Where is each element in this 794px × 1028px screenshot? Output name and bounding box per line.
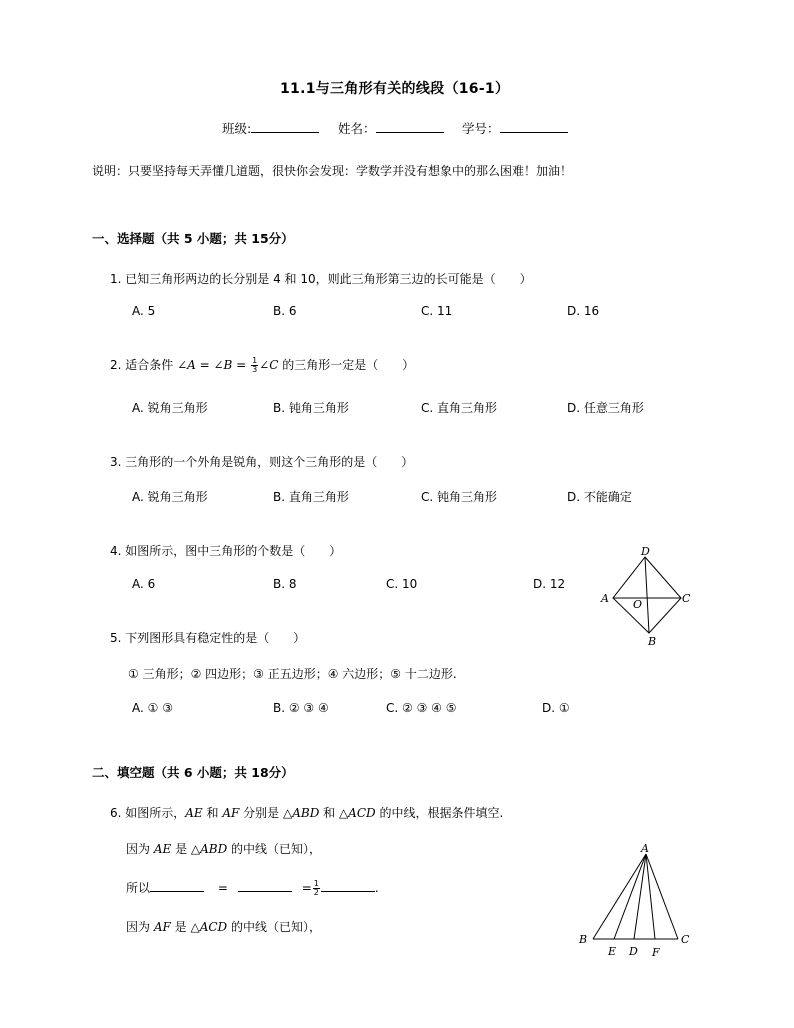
q2-suffix: 的三角形一定是（ ） (278, 358, 415, 372)
label-a: A (641, 842, 649, 855)
q6-triangle-figure (574, 838, 698, 966)
q2-option-d[interactable]: D. 任意三角形 (567, 401, 644, 415)
diagonal-db (645, 557, 649, 633)
class-field (222, 119, 319, 137)
q6-equals-2: = (301, 881, 312, 895)
q1-option-a[interactable]: A. 5 (132, 304, 156, 318)
segment-ad (634, 854, 646, 939)
q6-blank-1[interactable] (150, 879, 204, 892)
q2-frac-num: 1 (252, 356, 258, 365)
label-o: O (633, 598, 643, 611)
q4-option-d[interactable]: D. 12 (533, 577, 566, 591)
q6-line-1 (126, 840, 321, 857)
q3-option-d[interactable]: D. 不能确定 (567, 490, 632, 504)
instruction-note: 说明：只要坚持每天弄懂几道题，很快你会发现：学数学并没有想象中的那么困难！加油！ (92, 164, 573, 178)
q1-option-d[interactable]: D. 16 (567, 304, 600, 318)
section-1-title: 一、选择题（共 5 小题；共 15分） (92, 231, 294, 246)
q5-shape-list: ① 三角形；② 四边形；③ 正五边形；④ 六边形；⑤ 十二边形. (128, 667, 457, 681)
label-e: E (608, 945, 617, 958)
q4-option-c[interactable]: C. 10 (386, 577, 418, 591)
q6-stem-d: 和 △ (319, 806, 349, 820)
q6-line-3 (126, 918, 321, 935)
q6-l3-af: AF (153, 920, 171, 934)
class-input[interactable] (251, 120, 319, 133)
q6-stem-e: 的中线，根据条件填空. (375, 806, 504, 820)
q4-option-b[interactable]: B. 8 (273, 577, 297, 591)
label-a: A (601, 592, 609, 605)
label-c: C (681, 933, 690, 946)
q6-acd: ACD (348, 806, 376, 820)
class-label: 班级: (222, 121, 252, 136)
label-b: B (648, 635, 657, 648)
q6-af: AF (222, 806, 240, 820)
q6-l3-a: 因为 (126, 920, 154, 934)
label-b: B (579, 933, 588, 946)
q6-frac-num: 1 (313, 879, 319, 888)
q6-l1-abd: ABD (200, 842, 228, 856)
label-f: F (652, 946, 660, 959)
question-6-stem (110, 804, 503, 821)
q6-l1-a: 因为 (126, 842, 154, 856)
q2-math-ab: ∠A = ∠B = (177, 358, 251, 372)
q5-option-b[interactable]: B. ② ③ ④ (273, 701, 329, 715)
page-title: 11.1与三角形有关的线段（16-1） (280, 81, 510, 97)
q5-option-c[interactable]: C. ② ③ ④ ⑤ (386, 701, 457, 715)
student-id-input[interactable] (500, 120, 568, 133)
q6-frac-den: 2 (313, 888, 319, 897)
q2-option-b[interactable]: B. 钝角三角形 (273, 401, 349, 415)
name-field (338, 119, 444, 137)
q2-prefix: 2. 适合条件 (110, 358, 178, 372)
question-4-stem: 4. 如图所示，图中三角形的个数是（ ） (110, 544, 342, 558)
q1-option-b[interactable]: B. 6 (273, 304, 297, 318)
q6-l3-c: 的中线（已知）， (227, 920, 321, 934)
question-1-stem: 1. 已知三角形两边的长分别是 4 和 10，则此三角形第三边的长可能是（ ） (110, 272, 532, 286)
segment-ae (614, 854, 646, 939)
q2-frac-den: 3 (252, 365, 258, 374)
q4-rhombus-figure (596, 542, 696, 648)
q6-l1-ae: AE (153, 842, 172, 856)
q2-math-c: ∠C (259, 358, 279, 372)
q6-l2-so: 所以 (126, 881, 151, 895)
student-id-label: 学号： (462, 121, 500, 136)
q6-abd: ABD (292, 806, 320, 820)
q2-option-a[interactable]: A. 锐角三角形 (132, 401, 208, 415)
question-5-stem: 5. 下列图形具有稳定性的是（ ） (110, 631, 306, 645)
q6-stem-a: 6. 如图所示， (110, 806, 186, 820)
label-c: C (682, 592, 691, 605)
student-id-field (462, 119, 568, 137)
section-2-title: 二、填空题（共 6 小题；共 18分） (92, 765, 294, 780)
q6-blank-3[interactable] (321, 879, 375, 892)
label-d: D (641, 545, 650, 558)
q2-option-c[interactable]: C. 直角三角形 (421, 401, 498, 415)
q3-option-b[interactable]: B. 直角三角形 (273, 490, 349, 504)
question-3-stem: 3. 三角形的一个外角是锐角，则这个三角形的是（ ） (110, 455, 414, 469)
q6-l3-b: 是 △ (170, 920, 200, 934)
q1-option-c[interactable]: C. 11 (421, 304, 453, 318)
q5-option-a[interactable]: A. ① ③ (132, 701, 173, 715)
q6-l3-acd: ACD (199, 920, 228, 934)
label-d: D (629, 945, 638, 958)
q6-equals-1: = (217, 881, 228, 895)
q6-period: . (374, 881, 379, 895)
q6-l1-c: 的中线（已知）， (227, 842, 322, 856)
question-2-stem (110, 356, 414, 374)
q3-option-a[interactable]: A. 锐角三角形 (132, 490, 208, 504)
q2-fraction (251, 357, 258, 374)
q6-line-2 (126, 879, 379, 897)
segment-ab (593, 854, 646, 939)
q3-option-c[interactable]: C. 钝角三角形 (421, 490, 498, 504)
q5-option-d[interactable]: D. ① (542, 701, 570, 715)
q6-stem-c: 分别是 △ (239, 806, 293, 820)
q6-fraction (313, 880, 320, 897)
q6-stem-b: 和 (202, 806, 223, 820)
q6-blank-2[interactable] (238, 879, 292, 892)
name-label: 姓名： (338, 121, 376, 136)
q6-ae: AE (185, 806, 203, 820)
name-input[interactable] (376, 120, 444, 133)
q6-l1-b: 是 △ (171, 842, 201, 856)
q4-option-a[interactable]: A. 6 (132, 577, 156, 591)
